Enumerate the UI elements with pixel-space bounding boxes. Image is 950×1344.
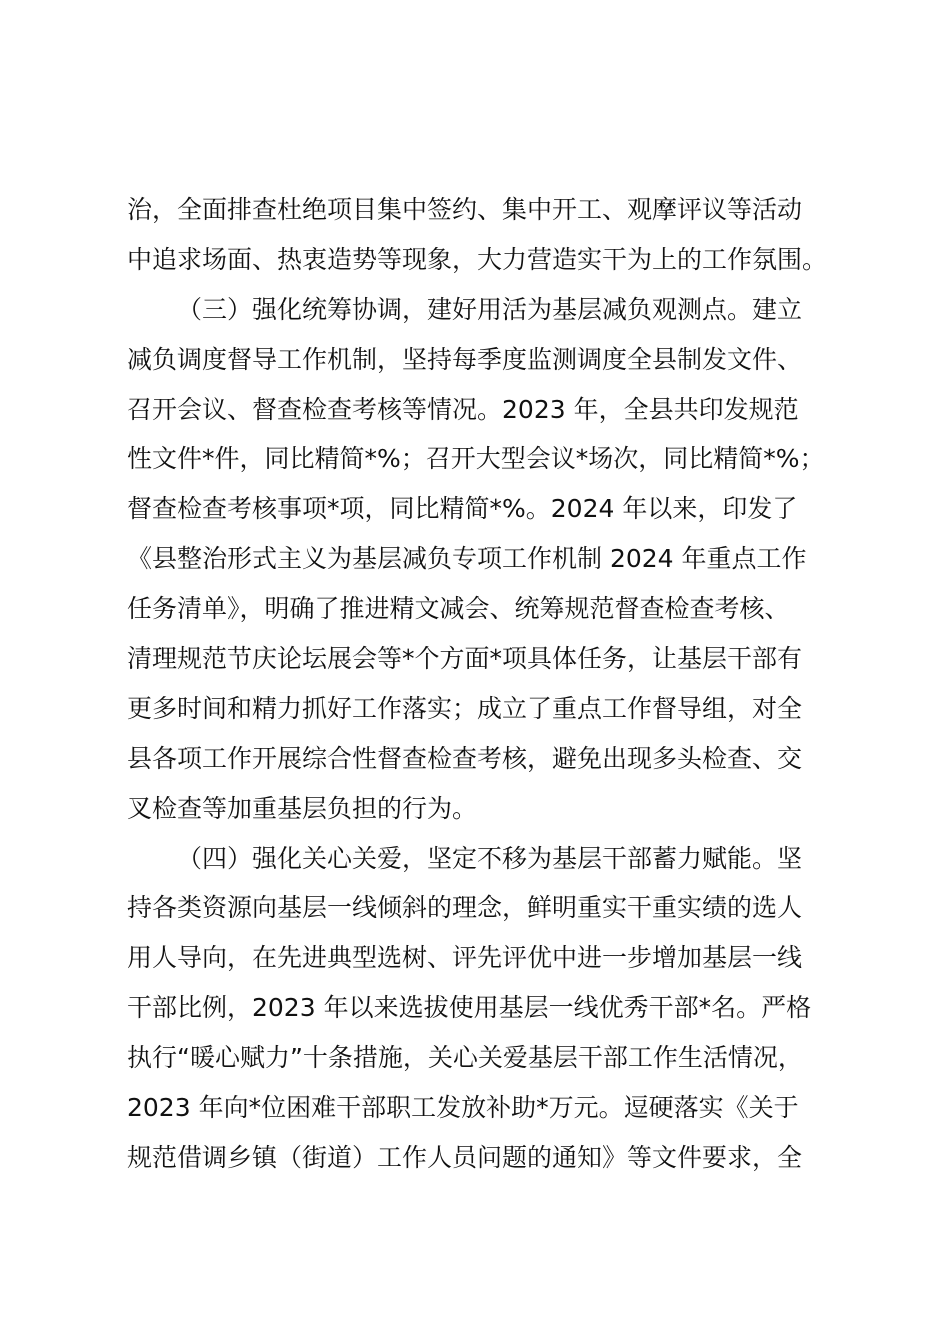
text-line: 执行“暖心赋力”十条措施，关心关爱基层干部工作生活情况， (127, 1043, 803, 1073)
text-line: 减负调度督导工作机制，坚持每季度监测调度全县制发文件、 (127, 344, 803, 374)
text-line: 2023 年向*位困难干部职工发放补助*万元。逗硬落实《关于 (127, 1093, 799, 1123)
text-line: 性文件*件，同比精简*%；召开大型会议*场次，同比精简*%； (127, 444, 825, 474)
text-line: 叉检查等加重基层负担的行为。 (127, 793, 478, 823)
text-line: 召开会议、督查检查考核等情况。2023 年，全县共印发规范 (127, 394, 799, 424)
text-line: 规范借调乡镇（街道）工作人员问题的通知》等文件要求，全 (127, 1142, 803, 1172)
text-line: 任务清单》，明确了推进精文减会、统筹规范督查检查考核、 (127, 594, 790, 624)
text-line: 督查检查考核事项*项，同比精简*%。2024 年以来，印发了 (127, 494, 798, 524)
paragraph-start-line: （四）强化关心关爱，坚定不移为基层干部蓄力赋能。坚 (177, 843, 803, 873)
text-line: 县各项工作开展综合性督查检查考核，避免出现多头检查、交 (127, 743, 803, 773)
text-line: 干部比例，2023 年以来选拔使用基层一线优秀干部*名。严格 (127, 993, 812, 1023)
text-line: 更多时间和精力抓好工作落实；成立了重点工作督导组，对全 (127, 693, 803, 723)
text-line: 清理规范节庆论坛展会等*个方面*项具体任务，让基层干部有 (127, 644, 803, 674)
text-line: 用人导向，在先进典型选树、评先评优中进一步增加基层一线 (127, 943, 803, 973)
text-line: 治，全面排查杜绝项目集中签约、集中开工、观摩评议等活动 (127, 195, 803, 224)
body-text (127, 185, 857, 1183)
text-line: 持各类资源向基层一线倾斜的理念，鲜明重实干重实绩的选人 (127, 893, 803, 923)
text-line: 中追求场面、热衷造势等现象，大力营造实干为上的工作氛围。 (127, 244, 828, 274)
paragraph-start-line: （三）强化统筹协调，建好用活为基层减负观测点。建立 (177, 294, 803, 324)
text-line: 《县整治形式主义为基层减负专项工作机制 2024 年重点工作 (127, 544, 807, 574)
